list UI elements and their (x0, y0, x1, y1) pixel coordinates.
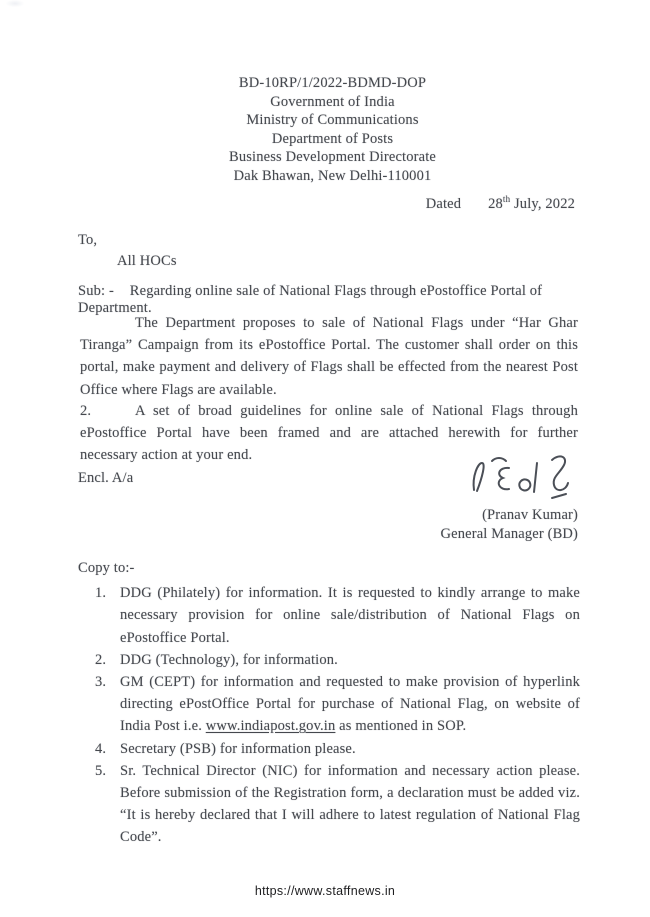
subject-text: Regarding online sale of National Flags through ePostoffice Portal of Department. (78, 283, 543, 316)
body-paragraph-1: The Department proposes to sale of National Flags under “Har Ghar Tiranga” Campaign from its ePostoffice Portal. The customer shall order on this portal, make payment and delivery of Flags shall be effected from the nearest Post Office where Flags are available. (80, 315, 578, 398)
enclosure-note: Encl. A/a (78, 470, 134, 486)
file-number: BD-10RP/1/2022-BDMD-DOP (238, 75, 427, 91)
handwritten-signature-icon (464, 450, 576, 504)
list-item (95, 760, 580, 849)
list-item-number: 4. (95, 740, 107, 757)
copy-to-section (78, 557, 580, 849)
list-item (95, 649, 580, 671)
org-line-government: Government of India (270, 93, 395, 110)
list-item-text: Sr. Technical Director (NIC) for information and necessary action please. Before submission of the Registration form, a declaration must be added viz. “It is hereby declared that I will adhere to latest regulation of National Flag Code”. (120, 762, 580, 846)
letterhead (15, 74, 650, 186)
list-item-number: 3. (95, 674, 107, 691)
list-item-text: DDG (Technology), for information. (120, 651, 338, 668)
paragraph-2-text: A set of broad guidelines for online sale of National Flags through ePostoffice Portal have been framed and are attached herewith for further necessary action at your end. (80, 403, 578, 464)
recipient-block (78, 230, 177, 272)
org-line-address: Dak Bhawan, New Delhi-110001 (233, 167, 432, 184)
list-item-number: 5. (95, 762, 107, 779)
list-item-number: 1. (95, 585, 107, 602)
to-label: To, (78, 232, 98, 248)
dated-label: Dated (425, 196, 462, 212)
paragraph-number: 2. (80, 403, 92, 419)
dated-value: 28th July, 2022 (488, 194, 575, 212)
list-item (95, 582, 580, 649)
list-item-text: Secretary (PSB) for information please. (120, 740, 356, 757)
signatory-designation: General Manager (BD) (440, 525, 578, 542)
org-line-ministry: Ministry of Communications (246, 112, 419, 129)
list-item-text: DDG (Philately) for information. It is requested to kindly arrange to make necessary provision for online sale/distribution of National Flags on ePostoffice Portal. (120, 585, 580, 646)
date-ordinal-suffix: th (502, 194, 511, 205)
list-item-text-before-link: GM (CEPT) for information and requested to make provision of hyperlink directing ePostOffice Portal for purchase of National Flag, on website of India Post i.e. (120, 674, 580, 735)
dated-line (426, 196, 575, 213)
signature-block (441, 450, 578, 543)
copy-to-list (78, 582, 580, 848)
indiapost-url-text: www.indiapost.gov.in (205, 718, 336, 735)
subject-label: Sub: - (78, 283, 114, 299)
list-item (95, 738, 580, 760)
addressee: All HOCs (117, 253, 177, 269)
list-item-number: 2. (95, 651, 107, 668)
org-line-department: Department of Posts (271, 130, 394, 147)
copy-to-label: Copy to:- (78, 560, 135, 576)
list-item-text-after-link: as mentioned in SOP. (335, 718, 467, 735)
list-item-text (120, 671, 580, 738)
org-line-directorate: Business Development Directorate (229, 149, 436, 166)
scan-smudge-artifact (6, 0, 24, 7)
source-watermark-url: https://www.staffnews.in (254, 884, 396, 898)
list-item (95, 671, 580, 738)
signatory-name: (Pranav Kumar) (482, 507, 578, 523)
